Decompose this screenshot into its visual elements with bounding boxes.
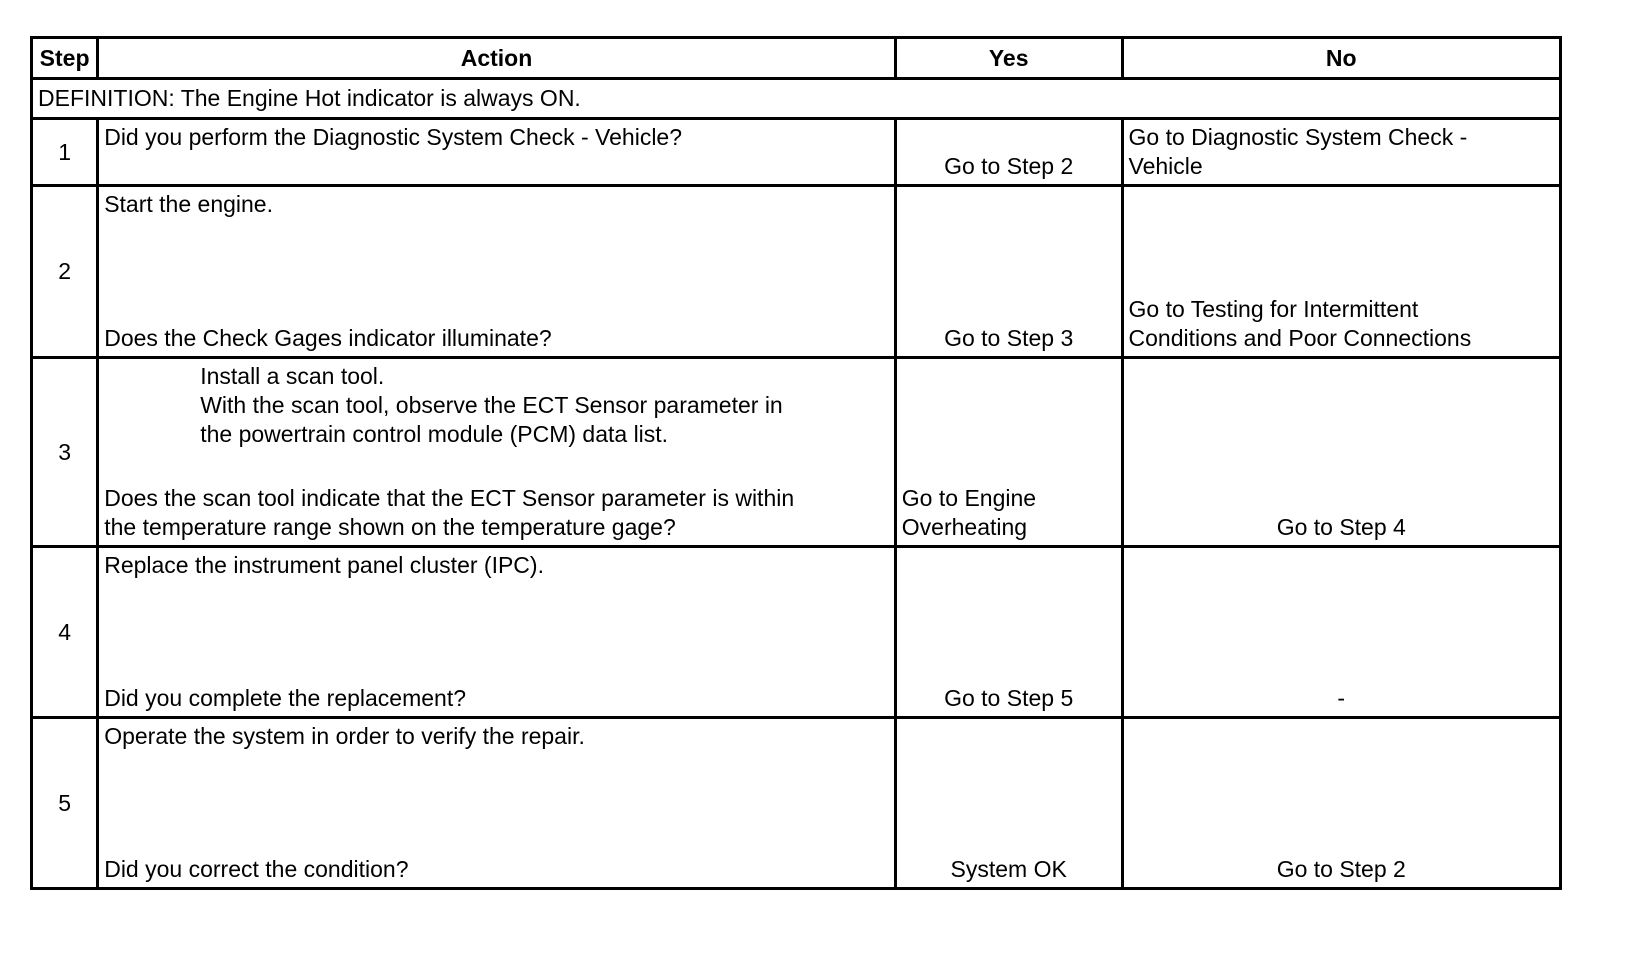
step-number: 5 (32, 718, 98, 889)
no-result (1129, 123, 1555, 181)
no-cell (1122, 119, 1560, 186)
no-cell (1122, 186, 1560, 358)
step-number: 2 (32, 186, 98, 358)
step-number: 3 (32, 358, 98, 547)
definition-row (32, 79, 1561, 119)
action-question: Does the Check Gages indicator illuminate? (104, 325, 552, 351)
yes-cell (895, 186, 1122, 358)
no-result-line: Conditions and Poor Connections (1128, 325, 1472, 351)
no-result (1129, 295, 1555, 353)
action-instruction: the powertrain control module (PCM) data list. (200, 421, 669, 447)
definition-text: DEFINITION: The Engine Hot indicator is always ON. (32, 79, 1561, 119)
action-question-line: the temperature range shown on the temperature gage? (104, 514, 676, 540)
diagnostic-table (30, 36, 1562, 890)
table-row (32, 358, 1561, 547)
no-result: - (1337, 685, 1346, 711)
no-result-line: Go to Testing for Intermittent (1128, 296, 1419, 322)
yes-cell (895, 358, 1122, 547)
no-result-line: Go to Diagnostic System Check - (1128, 124, 1468, 150)
step-number: 1 (32, 119, 98, 186)
action-instruction-list (200, 362, 890, 449)
table-row (32, 547, 1561, 718)
no-cell (1122, 547, 1560, 718)
header-action: Action (98, 38, 896, 79)
header-no: No (1122, 38, 1560, 79)
yes-cell (895, 718, 1122, 889)
action-cell (98, 186, 896, 358)
action-cell (98, 358, 896, 547)
action-instruction: Operate the system in order to verify the repair. (104, 723, 585, 749)
yes-cell (895, 547, 1122, 718)
action-cell (98, 119, 896, 186)
yes-result: Go to Step 5 (944, 685, 1074, 711)
no-result-line: Vehicle (1128, 153, 1203, 179)
yes-cell (895, 119, 1122, 186)
action-question: Did you correct the condition? (104, 856, 409, 882)
action-question-line: Does the scan tool indicate that the ECT Sensor parameter is within (104, 485, 795, 511)
header-row (32, 38, 1561, 79)
yes-result: Go to Step 3 (944, 325, 1074, 351)
step-number: 4 (32, 547, 98, 718)
no-result: Go to Step 2 (1276, 856, 1406, 882)
action-cell (98, 718, 896, 889)
action-instruction: With the scan tool, observe the ECT Sensor parameter in (200, 392, 783, 418)
yes-result-line: Go to Engine (901, 485, 1037, 511)
action-instruction: Start the engine. (104, 191, 273, 217)
header-yes: Yes (895, 38, 1122, 79)
table-row (32, 718, 1561, 889)
action-instruction: Replace the instrument panel cluster (IPC). (104, 552, 544, 578)
table-row (32, 186, 1561, 358)
no-cell (1122, 358, 1560, 547)
action-instruction: Install a scan tool. (200, 363, 385, 389)
action-question: Did you complete the replacement? (104, 685, 467, 711)
yes-result (902, 484, 1117, 542)
header-step: Step (32, 38, 98, 79)
table-row (32, 119, 1561, 186)
action-question (104, 484, 890, 542)
no-cell (1122, 718, 1560, 889)
action-cell (98, 547, 896, 718)
yes-result: Go to Step 2 (944, 153, 1074, 179)
yes-result-line: Overheating (901, 514, 1028, 540)
action-question: Did you perform the Diagnostic System Check - Vehicle? (104, 124, 683, 150)
yes-result: System OK (950, 856, 1067, 882)
no-result: Go to Step 4 (1276, 514, 1406, 540)
